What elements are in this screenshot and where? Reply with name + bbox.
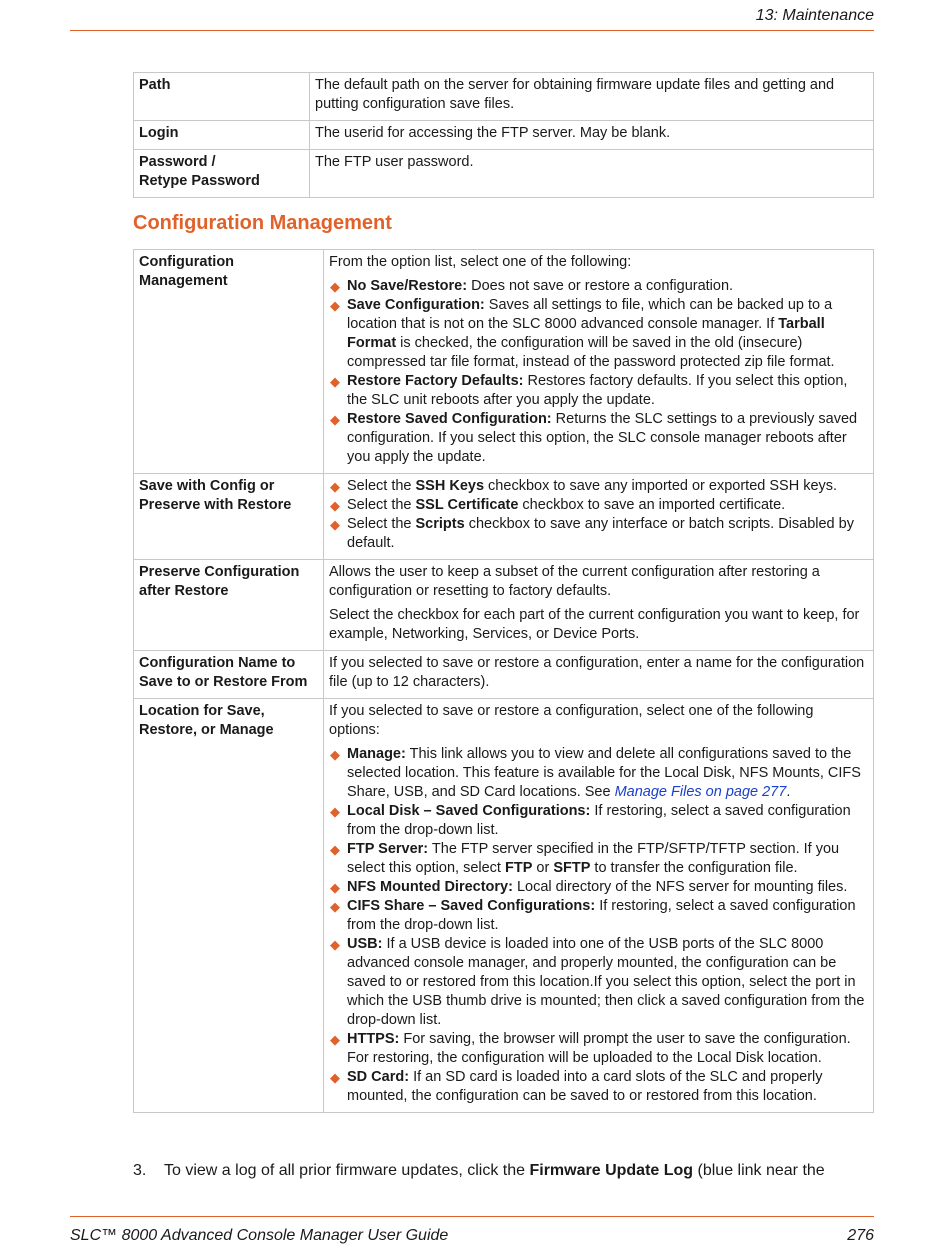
step-instruction: 3. To view a log of all prior firmware updates, click the Firmware Update Log (blue link near the	[133, 1162, 825, 1179]
section-title: Configuration Management	[133, 212, 392, 234]
option-list	[329, 277, 868, 467]
diamond-bullet-icon: ◆	[330, 517, 340, 532]
diamond-bullet-icon: ◆	[330, 374, 340, 389]
diamond-bullet-icon: ◆	[330, 498, 340, 513]
paragraph: Allows the user to keep a subset of the current configuration after restoring a configuration or resetting to factory defaults.	[329, 564, 820, 599]
table-row	[134, 250, 874, 474]
page-header	[70, 6, 874, 31]
guide-title: SLC™ 8000 Advanced Console Manager User Guide	[70, 1227, 449, 1244]
paragraph: Select the checkbox for each part of the current configuration you want to keep, for example, Networking, Services, or Device Ports.	[329, 607, 860, 642]
list-item: ◆ Restore Saved Configuration: Returns the SLC settings to a previously saved configuration. If you select this option, the SLC console manager reboots after you apply the update.	[330, 411, 858, 465]
row-description	[324, 474, 874, 560]
row-label	[134, 150, 310, 198]
row-label: Configuration Management	[134, 250, 324, 474]
list-item: ◆ Select the Scripts checkbox to save any interface or batch scripts. Disabled by default.	[330, 516, 854, 551]
option-list	[329, 477, 868, 553]
diamond-bullet-icon: ◆	[330, 842, 340, 857]
list-item: ◆ Save Configuration: Saves all settings to file, which can be backed up to a location that is not on the SLC 8000 advanced console manager. If Tarball Format is checked, the configuration will be saved in the old (insecure) compressed tar file format, instead of the password protected zip file format.	[330, 297, 835, 370]
config-management-table	[133, 249, 874, 1113]
manage-files-link[interactable]: Manage Files on page 277	[614, 784, 787, 800]
ftp-settings-table	[133, 72, 874, 198]
list-item: ◆ CIFS Share – Saved Configurations: If restoring, select a saved configuration from the drop-down list.	[330, 898, 856, 933]
diamond-bullet-icon: ◆	[330, 804, 340, 819]
page-footer	[70, 1216, 874, 1251]
row-label: Location for Save, Restore, or Manage	[134, 699, 324, 1113]
label-line: Password /	[139, 154, 216, 170]
page-number: 276	[847, 1227, 874, 1244]
table-row	[134, 699, 874, 1113]
row-label: Path	[134, 73, 310, 121]
table-row	[134, 474, 874, 560]
list-item: ◆ Restore Factory Defaults: Restores factory defaults. If you select this option, the SLC unit reboots after you apply the update.	[330, 373, 848, 408]
row-description	[324, 699, 874, 1113]
chapter-title: 13: Maintenance	[755, 7, 874, 24]
diamond-bullet-icon: ◆	[330, 1032, 340, 1047]
list-item: ◆ Select the SSL Certificate checkbox to save an imported certificate.	[330, 497, 786, 513]
list-item: ◆ SD Card: If an SD card is loaded into a card slots of the SLC and properly mounted, the configuration can be saved to or restored from this location.	[330, 1069, 823, 1104]
table-row	[134, 560, 874, 651]
row-label: Login	[134, 121, 310, 150]
list-item: ◆ Local Disk – Saved Configurations: If restoring, select a saved configuration from the drop-down list.	[330, 803, 851, 838]
list-item: ◆ FTP Server: The FTP server specified in the FTP/SFTP/TFTP section. If you select this option, select FTP or SFTP to transfer the configuration file.	[330, 841, 840, 876]
step-number: 3.	[133, 1162, 147, 1179]
diamond-bullet-icon: ◆	[330, 298, 340, 313]
row-description: The default path on the server for obtaining firmware update files and getting and putting configuration save files.	[310, 73, 874, 121]
list-item: ◆ Select the SSH Keys checkbox to save any imported or exported SSH keys.	[330, 478, 838, 494]
row-description	[324, 560, 874, 651]
intro-text: If you selected to save or restore a configuration, select one of the following options:	[329, 703, 814, 738]
diamond-bullet-icon: ◆	[330, 1070, 340, 1085]
diamond-bullet-icon: ◆	[330, 412, 340, 427]
intro-text: From the option list, select one of the following:	[329, 254, 632, 270]
diamond-bullet-icon: ◆	[330, 937, 340, 952]
row-description: If you selected to save or restore a configuration, enter a name for the configuration file (up to 12 characters).	[324, 651, 874, 699]
table-row	[134, 73, 874, 121]
firmware-update-log-term: Firmware Update Log	[529, 1162, 694, 1179]
diamond-bullet-icon: ◆	[330, 880, 340, 895]
diamond-bullet-icon: ◆	[330, 747, 340, 762]
option-list	[329, 745, 868, 1106]
list-item: ◆ HTTPS: For saving, the browser will prompt the user to save the configuration. For restoring, the configuration will be uploaded to the Local Disk location.	[330, 1031, 851, 1066]
row-label: Configuration Name to Save to or Restore From	[134, 651, 324, 699]
diamond-bullet-icon: ◆	[330, 899, 340, 914]
table-row	[134, 150, 874, 198]
row-label: Preserve Configuration after Restore	[134, 560, 324, 651]
label-line: Retype Password	[139, 173, 260, 189]
table-row	[134, 121, 874, 150]
row-description: The FTP user password.	[310, 150, 874, 198]
row-description: The userid for accessing the FTP server. May be blank.	[310, 121, 874, 150]
diamond-bullet-icon: ◆	[330, 279, 340, 294]
list-item: ◆ USB: If a USB device is loaded into one of the USB ports of the SLC 8000 advanced console manager, and properly mounted, the configuration can be saved to or restored from this location.If you select this option, select the port in which the USB thumb drive is mounted; then click a saved configuration from the drop-down list.	[330, 936, 865, 1028]
list-item: ◆ No Save/Restore: Does not save or restore a configuration.	[330, 278, 734, 294]
table-row	[134, 651, 874, 699]
row-label: Save with Config or Preserve with Restore	[134, 474, 324, 560]
row-description	[324, 250, 874, 474]
list-item: ◆ Manage: This link allows you to view and delete all configurations saved to the selected location. This feature is available for the Local Disk, NFS Mounts, CIFS Share, USB, and SD Card locations. See Manage Files on page 277.	[330, 746, 861, 800]
list-item: ◆ NFS Mounted Directory: Local directory of the NFS server for mounting files.	[330, 879, 848, 895]
diamond-bullet-icon: ◆	[330, 479, 340, 494]
